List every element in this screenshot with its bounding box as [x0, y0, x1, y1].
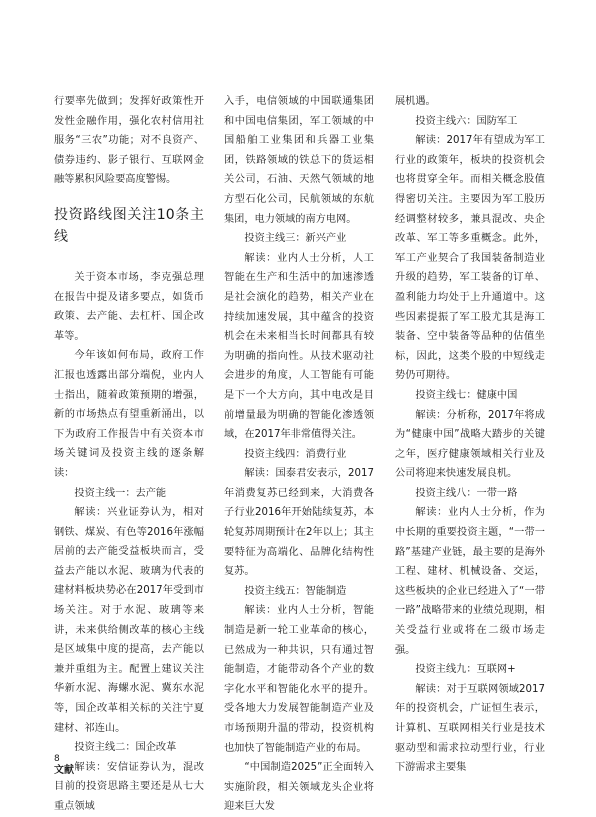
subheading: 投资主线二：国企改革 [74, 742, 177, 754]
paragraph: 解读：对于互联网领域2017年的投资机会，广证恒生表示，计算机、互联网相关行业是技术驱动型和需求拉动型行业，行业下游需求主要集 [395, 683, 545, 774]
subheading: 投资主线八：一带一路 [415, 487, 518, 499]
paragraph: 解读：安信证券认为，混改目前的投资思路主要还是从七大重点领域 [54, 761, 204, 812]
page-number: 8 [54, 754, 60, 764]
subheading: 投资主线五：智能制造 [244, 585, 347, 597]
paragraph: 解读：兴业证券认为，相对钢铁、煤炭、有色等2016年涨幅居前的去产能受益板块而言，受益去产能以水泥、玻璃为代表的建材料板块势必在2017年受到市场关注。对于水泥、玻璃等来讲，未来供给侧改革的核心主线是区域集中度的提高，去产能以兼并重组为主。配置上建议关注华新水泥、海螺水泥、冀东水泥等，国企改革相关标的关注宁夏建材、祁连山。 [54, 507, 204, 734]
paragraph: 展机遇。 [395, 96, 436, 107]
paragraph: 关于资本市场，李克强总理在报告中提及诸多要点，如货币政策、去产能、去杠杆、国企改革等。 [54, 271, 204, 342]
subheading: 投资主线九：互联网+ [415, 664, 516, 676]
subheading: 投资主线一：去产能 [74, 487, 167, 499]
paragraph: 今年该如何布局，政府工作汇报也透露出部分端倪，业内人士指出，随着政策预期的增强，新的市场热点有望重新涌出，以下为政府工作报告中有关资本市场关键词及投资主线的逐条解读： [54, 350, 204, 479]
paragraph: 解读：国泰君安表示，2017年消费复苏已经到来，大消费各子行业2016年开始陆续复苏，本轮复苏周期预计在2年以上；其主要特征为高端化、品牌化结构性复苏。 [224, 468, 374, 578]
subheading: 投资主线三：新兴产业 [244, 233, 347, 245]
paragraph: 解读：2017年有望成为军工行业的政策年，板块的投资机会也将贯穿全年。而相关概念股值得密切关注。主要因为军工股历经调整材较多，兼具混改、央企改革、军工等多重概念。此外，军工产业契合了我国装备制造业升级的趋势，军工装备的订单、盈利能力均处于上升通道中。这些因素提振了军工股尤其是海工装备、空中装备等品种的估值坐标，因此，这类个股的中短线走势仍可期待。 [395, 135, 545, 382]
paragraph: “中国制造2025”正全面转入实施阶段，相关领域龙头企业将迎来巨大发 [224, 762, 374, 813]
subheading: 投资主线四：消费行业 [244, 448, 347, 460]
subheading: 投资主线六：国防军工 [415, 115, 518, 127]
text-column-2 [224, 92, 374, 817]
paragraph: 解读：业内人士分析，作为中长期的重要投资主题，“一带一路”基建产业链，最主要的是海外工程、建材、机械设备、交运，这些板块的企业已经进入了“一带一路”战略带来的业绩兑现期，相关受益行业或将在二级市场走强。 [395, 507, 545, 656]
section-heading: 投资路线图关注10条主线 [54, 206, 204, 245]
paragraph: 解读：业内人士分析，人工智能在生产和生活中的加速渗透是社会演化的趋势，相关产业在持续加速发展，其中蕴含的投资机会在未来相当长时间都具有较为明确的指向性。从技术驱动社会进步的角度，人工智能有可能是下一个大方向，其中电改是目前增量最为明确的智能化渗透领域，在2017年非常值得关注。 [224, 252, 374, 441]
subheading: 投资主线七：健康中国 [415, 389, 518, 401]
paragraph: 解读：分析称，2017年将成为“健康中国”战略大踏步的关键之年，医疗健康领域相关行业及公司将迎来快速发展良机。 [395, 409, 545, 480]
text-column-3 [395, 92, 545, 778]
publication-logo: 文献 [54, 765, 74, 776]
page-footer [54, 754, 74, 776]
paragraph: 入手，电信领域的中国联通集团和中国电信集团，军工领域的中国船舶工业集团和兵器工业集团，铁路领域的铁总下的货运相关公司，石油、天然气领域的地方型石化公司，民航领域的东航集团，电力领域的南方电网。 [224, 96, 374, 225]
paragraph: 解读：业内人士分析，智能制造是新一轮工业革命的核心，已然成为一种共识，只有通过智能制造，才能带动各个产业的数字化水平和智能化水平的提升。受各地大力发展智能制造产业及市场预期升温的带动，投资机构也加快了智能制造产业的布局。 [224, 605, 374, 754]
text-column-1 [54, 92, 204, 817]
paragraph: 行要率先做到；发挥好政策性开发性金融作用，强化农村信用社服务“三农”功能；对不良资产、债券违约、影子银行、互联网金融等累积风险要高度警惕。 [54, 96, 204, 186]
